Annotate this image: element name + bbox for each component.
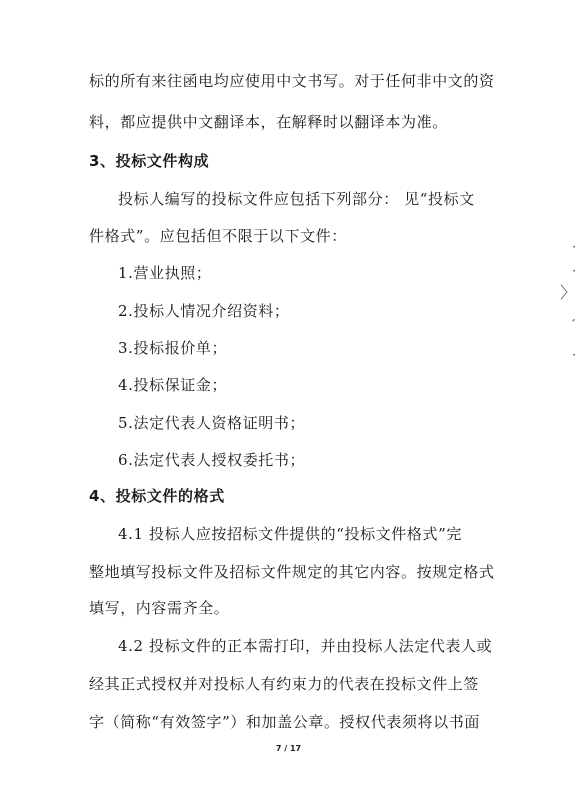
binding-edge-artifact: · · 〉 ˊ · — [559, 240, 576, 362]
body-text-line: 件格式”。应包括但不限于以下文件： — [89, 227, 347, 245]
body-text-line: 字（简称“有效签字”）和加盖公章。授权代表须将以书面 — [89, 713, 480, 731]
section-heading: 3、投标文件构成 — [89, 152, 210, 170]
body-text-line: 投标人编写的投标文件应包括下列部分： 见“投标文 — [118, 190, 475, 208]
body-text-line: 经其正式授权并对投标人有约束力的代表在投标文件上签 — [89, 675, 480, 693]
section-heading: 4、投标文件的格式 — [89, 487, 225, 505]
body-text-line: 料，都应提供中文翻译本，在解释时以翻译本为准。 — [89, 113, 448, 131]
list-item: 5.法定代表人资格证明书； — [118, 414, 306, 432]
list-item: 3.投标报价单； — [118, 339, 228, 357]
list-item: 6.法定代表人授权委托书； — [118, 451, 306, 469]
list-item: 2.投标人情况介绍资料； — [118, 302, 290, 320]
list-item: 4.投标保证金； — [118, 376, 228, 394]
body-text-line: 整地填写投标文件及招标文件规定的其它内容。按规定格式 — [89, 563, 495, 581]
body-text-line: 4.2 投标文件的正本需打印，并由投标人法定代表人或 — [118, 637, 493, 655]
list-item: 1.营业执照； — [118, 264, 212, 282]
body-text-line: 标的所有来往函电均应使用中文书写。对于任何非中文的资 — [89, 72, 495, 90]
page-number: 7 / 17 — [275, 744, 302, 753]
body-text-line: 填写，内容需齐全。 — [89, 599, 230, 617]
body-text-line: 4.1 投标人应按招标文件提供的“投标文件格式”完 — [118, 525, 462, 543]
